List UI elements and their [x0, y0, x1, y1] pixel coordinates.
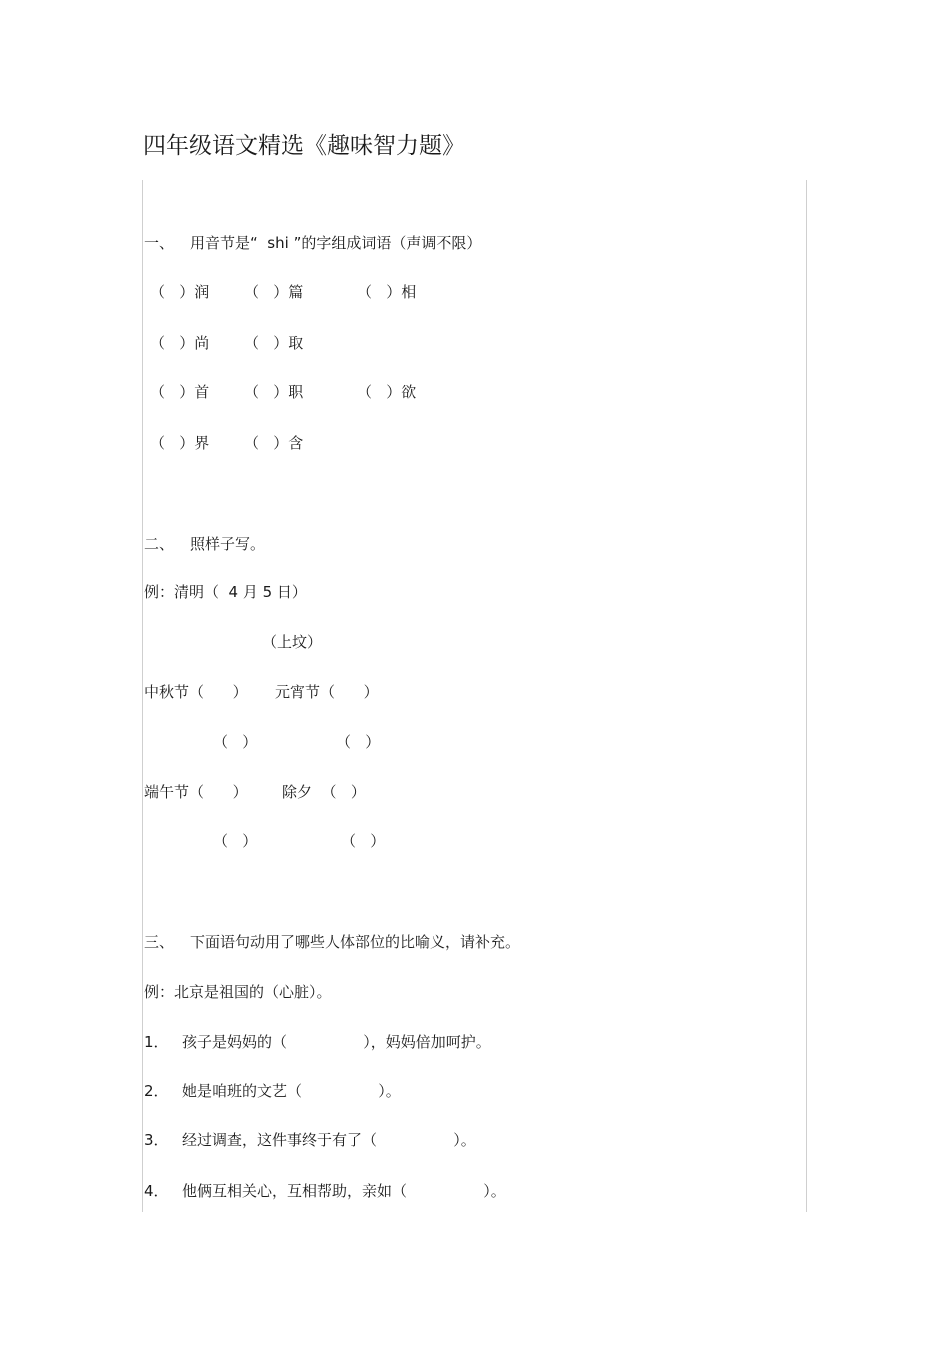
blank-item: （ ）篇	[244, 283, 304, 301]
page-title: 四年级语文精选《趣味智力题》	[143, 133, 465, 159]
section2-example-custom: （上坟）	[262, 633, 323, 651]
custom-blank: （ ）	[213, 733, 258, 751]
section2-heading: 照样子写。	[190, 535, 266, 553]
left-border-line	[142, 180, 143, 1212]
blank-item: （ ）含	[244, 434, 304, 452]
item-text: 经过调查，这件事终于有了（ ）。	[182, 1131, 476, 1149]
item-number: 1．	[144, 1033, 169, 1051]
section1-heading: 用音节是“ shi ”的字组成词语（声调不限）	[190, 234, 482, 252]
festival-blank: 端午节（ ）	[144, 783, 248, 801]
festival-blank: 元宵节（ ）	[275, 683, 379, 701]
blank-item: （ ）职	[244, 383, 304, 401]
section3-number: 三、	[144, 933, 175, 951]
festival-blank: 除夕 （ ）	[282, 783, 366, 801]
item-number: 3．	[144, 1131, 169, 1149]
section2-example: 例：清明（ 4 月 5 日）	[144, 583, 307, 601]
custom-blank: （ ）	[213, 832, 258, 850]
blank-item: （ ）首	[150, 383, 210, 401]
blank-item: （ ）界	[150, 434, 210, 452]
custom-blank: （ ）	[341, 832, 386, 850]
blank-item: （ ）欲	[357, 383, 417, 401]
blank-item: （ ）相	[357, 283, 417, 301]
custom-blank: （ ）	[336, 733, 381, 751]
blank-item: （ ）取	[244, 334, 304, 352]
item-text: 孩子是妈妈的（ ），妈妈倍加呵护。	[182, 1033, 491, 1051]
item-number: 4．	[144, 1182, 169, 1200]
blank-item: （ ）润	[150, 283, 210, 301]
right-border-line	[806, 180, 807, 1212]
item-text: 她是咱班的文艺（ ）。	[182, 1082, 401, 1100]
section1-number: 一、	[144, 234, 175, 252]
festival-blank: 中秋节（ ）	[144, 683, 248, 701]
item-number: 2．	[144, 1082, 169, 1100]
blank-item: （ ）尚	[150, 334, 210, 352]
section2-number: 二、	[144, 535, 175, 553]
section3-example: 例：北京是祖国的（心脏）。	[144, 983, 332, 1001]
section3-heading: 下面语句动用了哪些人体部位的比喻义，请补充。	[190, 933, 521, 951]
item-text: 他俩互相关心，互相帮助，亲如（ ）。	[182, 1182, 506, 1200]
